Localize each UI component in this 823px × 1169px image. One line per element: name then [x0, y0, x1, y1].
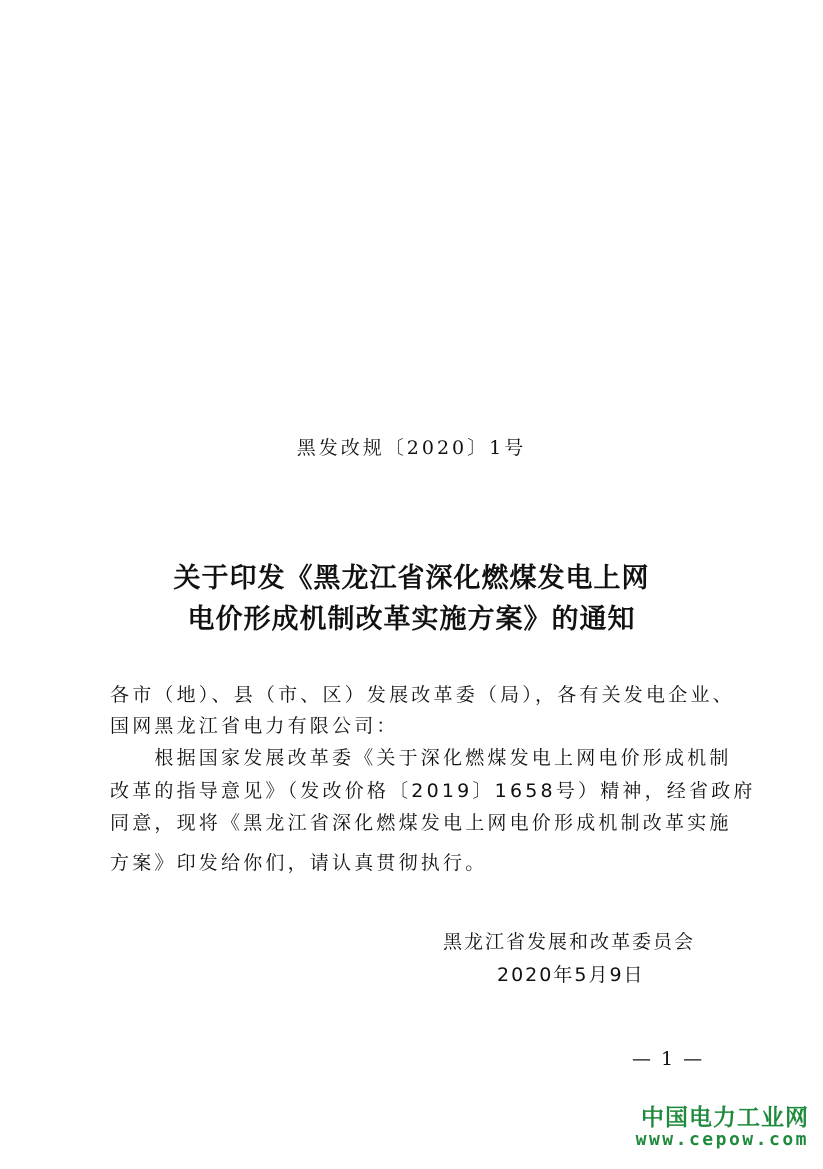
watermark-site-url: www.cepow.com [635, 1129, 809, 1150]
body-line-5: 同意，现将《黑龙江省深化燃煤发电上网电价形成机制改革实施 [110, 812, 732, 834]
page-number: — 1 — [632, 1048, 705, 1070]
body-line-3: 根据国家发展改革委《关于深化燃煤发电上网电价形成机制 [110, 747, 732, 769]
signature-organization: 黑龙江省发展和改革委员会 [443, 931, 696, 953]
document-title-line-1: 关于印发《黑龙江省深化燃煤发电上网 [173, 563, 650, 594]
body-line-6: 方案》印发给你们，请认真贯彻执行。 [110, 852, 488, 874]
body-line-4: 改革的指导意见》（发改价格〔2019〕1658号）精神，经省政府 [110, 780, 756, 802]
signature-date: 2020年5月9日 [497, 964, 645, 986]
document-number: 黑发改规〔2020〕1号 [296, 437, 527, 459]
body-line-1: 各市（地）、县（市、区）发展改革委（局），各有关发电企业、 [110, 684, 735, 706]
watermark-site-name: 中国电力工业网 [641, 1105, 809, 1131]
body-line-2: 国网黑龙江省电力有限公司： [110, 715, 399, 737]
document-title-line-2: 电价形成机制改革实施方案》的通知 [187, 604, 636, 635]
